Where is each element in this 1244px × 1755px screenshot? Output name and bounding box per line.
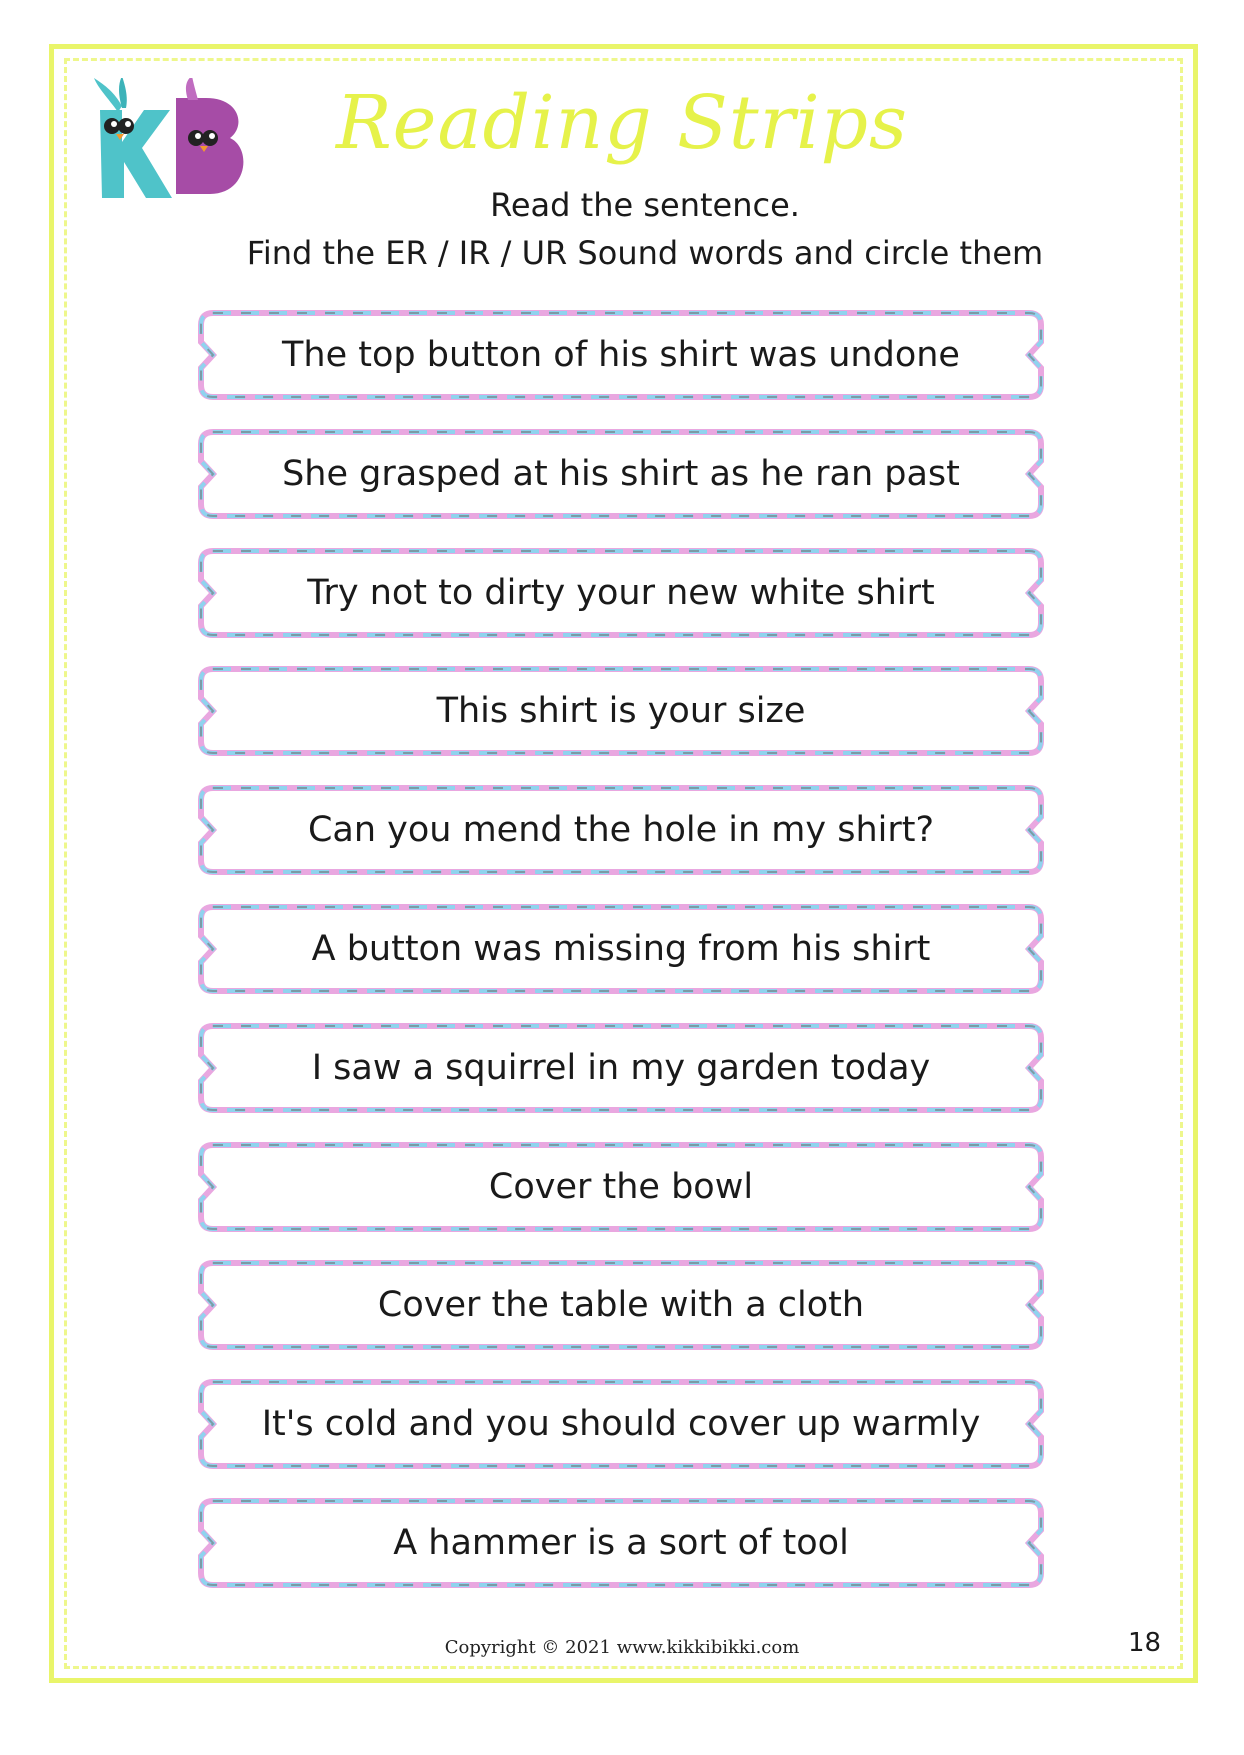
instruction-read: Read the sentence. [490, 186, 800, 224]
reading-strip [193, 546, 1049, 640]
reading-strip [193, 783, 1049, 877]
strip-sentence: Cover the bowl [488, 1166, 754, 1207]
strip-sentence: I saw a squirrel in my garden today [311, 1047, 931, 1088]
reading-strip [193, 1140, 1049, 1234]
reading-strip [193, 1021, 1049, 1115]
reading-strip [193, 308, 1049, 402]
strip-sentence: She grasped at his shirt as he ran past [282, 453, 960, 494]
strip-sentence: The top button of his shirt was undone [282, 335, 960, 375]
reading-strip [193, 902, 1049, 996]
reading-strips-list [193, 308, 1049, 1615]
reading-strip [193, 664, 1049, 758]
page-title: Reading Strips [335, 80, 909, 166]
strip-sentence: This shirt is your size [436, 691, 806, 732]
strip-sentence: A hammer is a sort of tool [393, 1522, 849, 1563]
reading-strip [193, 1377, 1049, 1471]
strip-sentence: A button was missing from his shirt [311, 928, 931, 969]
page-number: 18 [1128, 1628, 1162, 1658]
instruction-find: Find the ER / IR / UR Sound words and circle them [246, 234, 1044, 272]
strip-sentence: Try not to dirty your new white shirt [307, 572, 935, 613]
reading-strip [193, 427, 1049, 521]
strip-sentence: Cover the table with a cloth [377, 1285, 865, 1326]
reading-strip [193, 1496, 1049, 1590]
reading-strip [193, 1258, 1049, 1352]
strip-sentence: It's cold and you should cover up warmly [261, 1404, 981, 1445]
copyright-text: Copyright © 2021 www.kikkibikki.com [444, 1637, 800, 1658]
strip-sentence: Can you mend the hole in my shirt? [307, 810, 935, 851]
